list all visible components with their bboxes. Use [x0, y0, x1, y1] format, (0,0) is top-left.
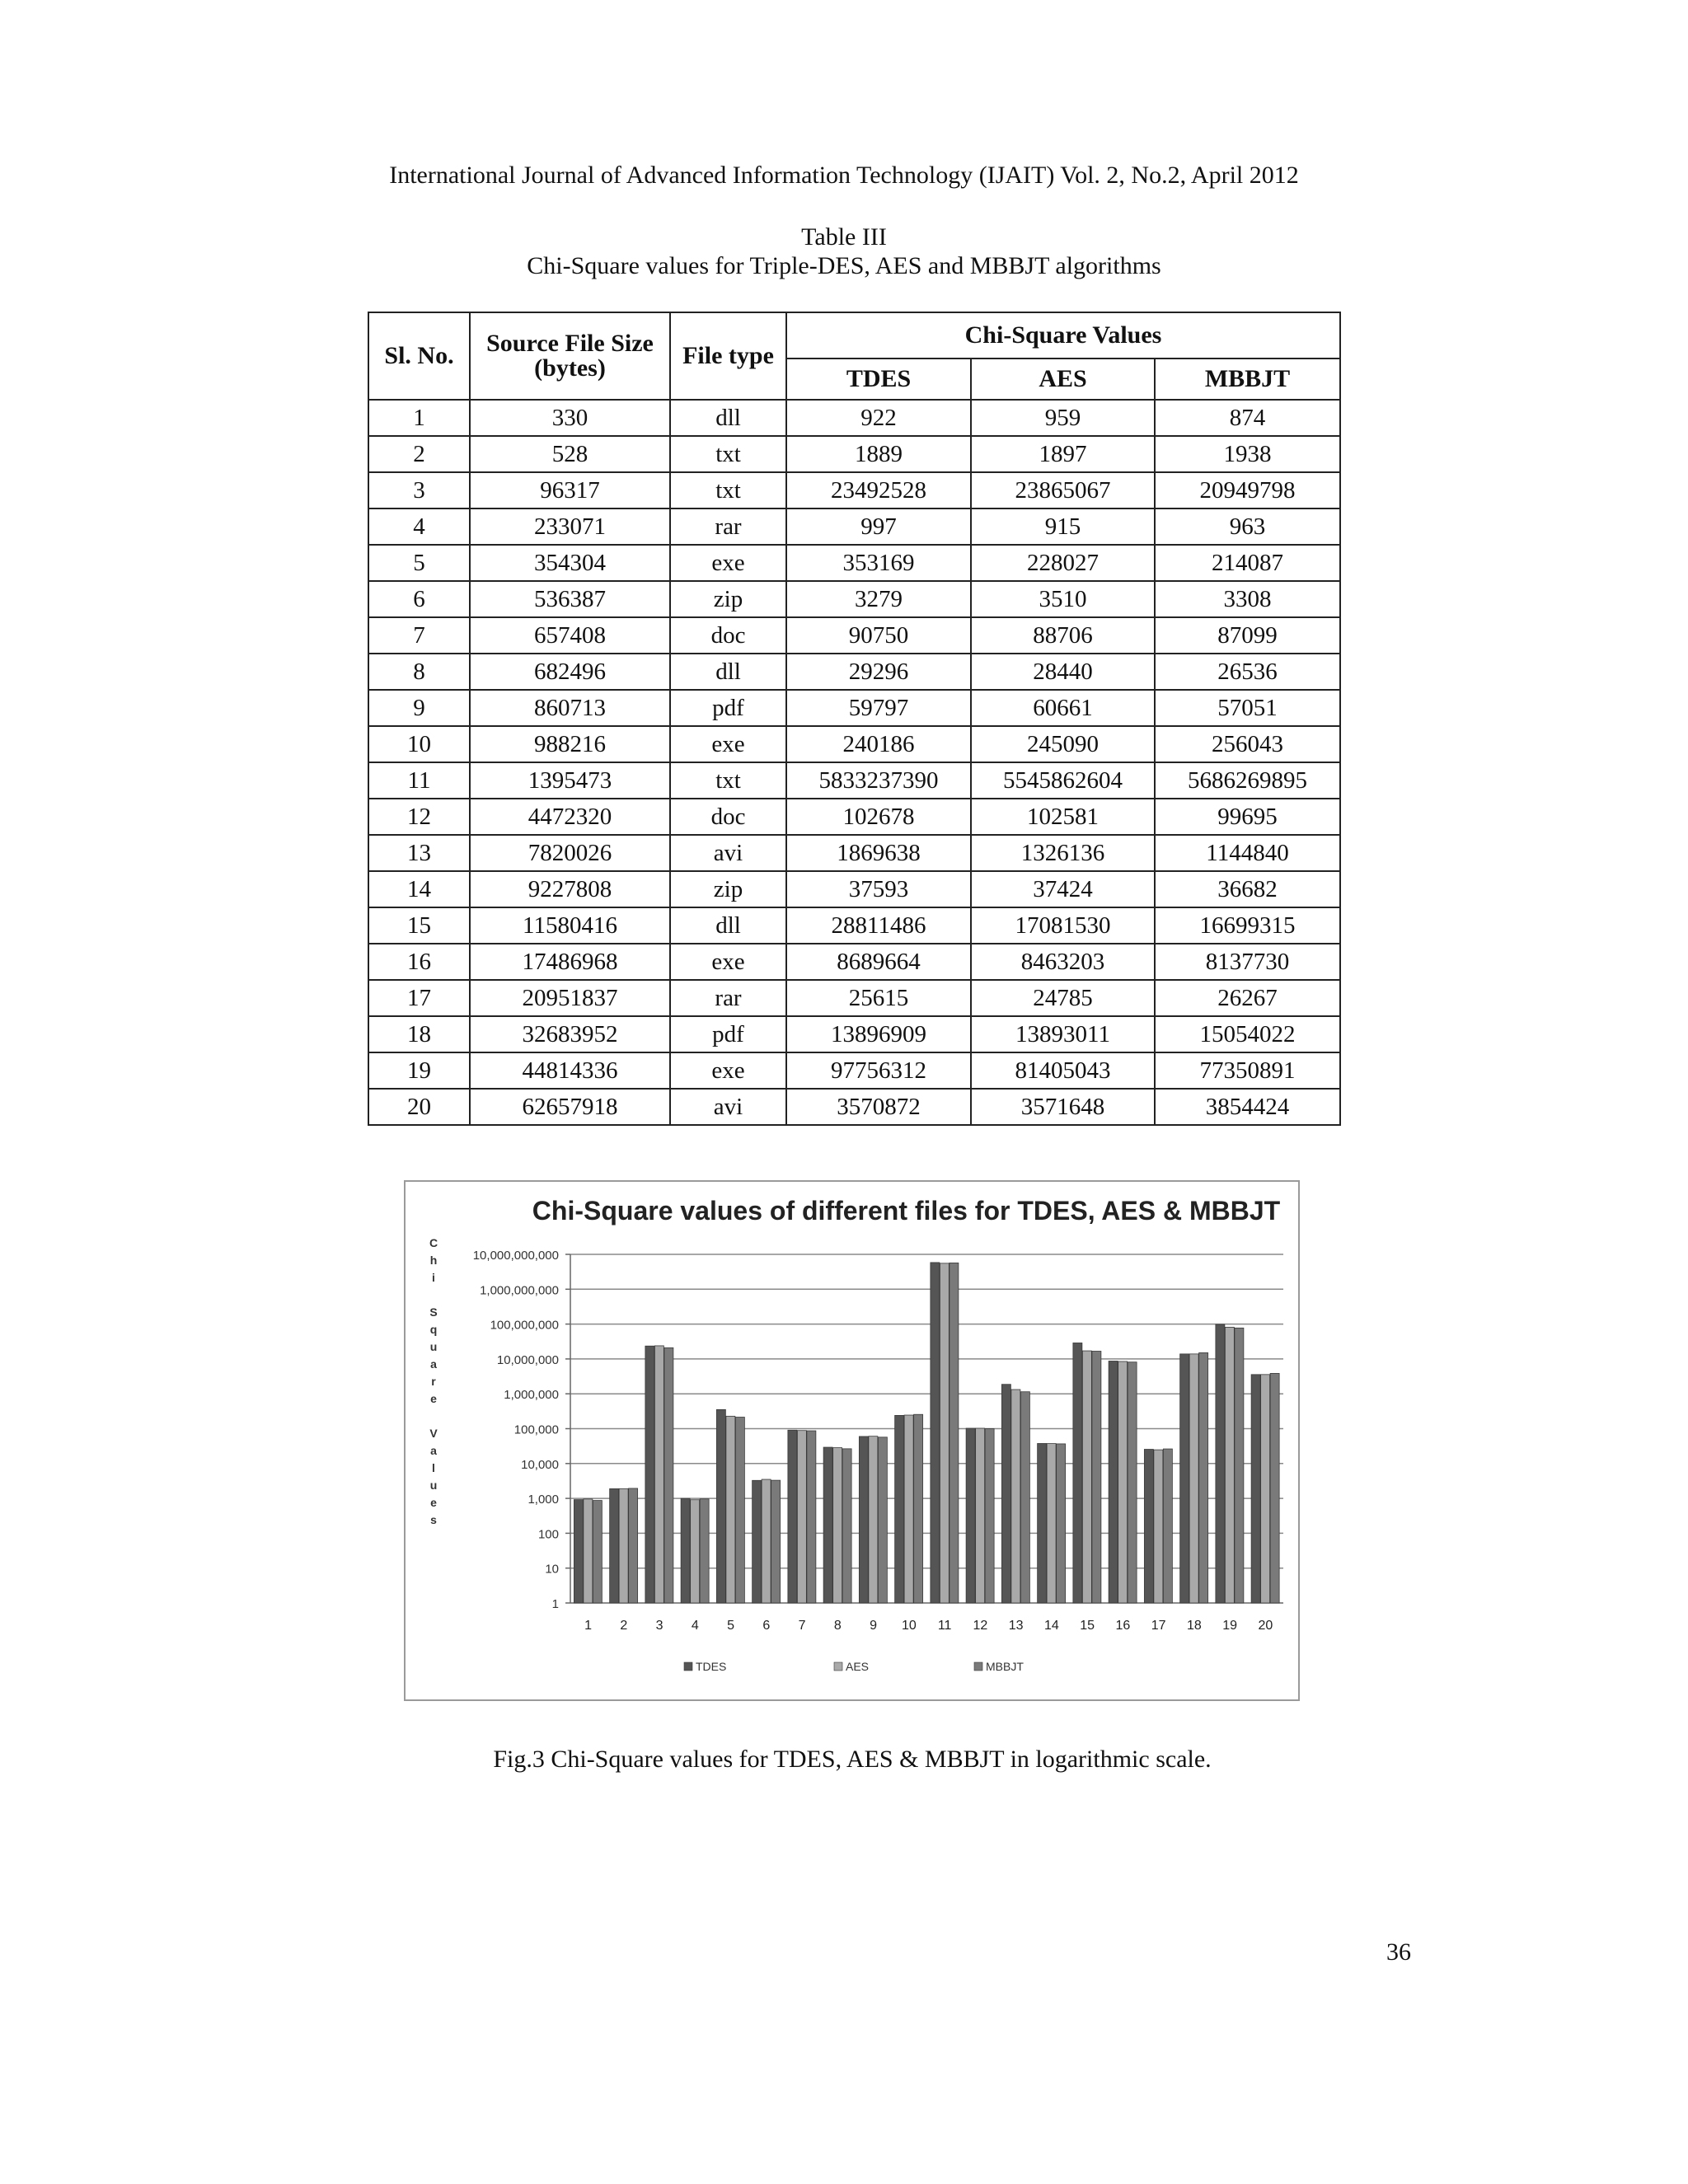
cell-tdes: 1889	[786, 436, 971, 472]
cell-aes: 102581	[971, 799, 1155, 835]
y-tick-label: 1,000,000,000	[480, 1283, 559, 1298]
bar-mbbjt	[1057, 1444, 1066, 1603]
x-tick-label: 9	[870, 1619, 878, 1633]
y-axis-label-letter: V	[429, 1427, 438, 1440]
journal-header: International Journal of Advanced Information Technology (IJAIT) Vol. 2, No.2, April 2012	[389, 162, 1299, 189]
cell-file-size: 354304	[470, 545, 670, 581]
cell-tdes: 997	[786, 509, 971, 545]
bar-mbbjt	[1092, 1351, 1101, 1603]
y-tick-label: 100	[537, 1527, 559, 1542]
cell-file-type: avi	[670, 835, 786, 871]
cell-sl-no: 15	[368, 907, 470, 944]
x-tick-label: 6	[762, 1619, 771, 1633]
cell-aes: 1897	[971, 436, 1155, 472]
table-row	[368, 835, 1340, 871]
cell-aes: 5545862604	[971, 762, 1155, 799]
bar-aes	[762, 1479, 771, 1603]
bar-aes	[1189, 1354, 1198, 1603]
y-axis-label	[429, 1236, 438, 1526]
cell-sl-no: 10	[368, 726, 470, 762]
cell-aes: 28440	[971, 654, 1155, 690]
bar-aes	[904, 1415, 913, 1603]
bar-aes	[654, 1346, 663, 1603]
cell-mbbjt: 26536	[1155, 654, 1340, 690]
table-row	[368, 617, 1340, 654]
cell-file-type: txt	[670, 436, 786, 472]
cell-mbbjt: 3308	[1155, 581, 1340, 617]
cell-file-type: txt	[670, 472, 786, 509]
x-tick-label: 11	[937, 1619, 952, 1633]
cell-file-type: dll	[670, 654, 786, 690]
bar-tdes	[1144, 1450, 1153, 1603]
cell-tdes: 1869638	[786, 835, 971, 871]
bar-tdes	[610, 1488, 619, 1603]
cell-sl-no: 12	[368, 799, 470, 835]
cell-mbbjt: 963	[1155, 509, 1340, 545]
chi-square-chart	[404, 1180, 1300, 1701]
cell-file-size: 20951837	[470, 980, 670, 1016]
cell-mbbjt: 16699315	[1155, 907, 1340, 944]
x-tick-label: 14	[1043, 1619, 1059, 1633]
table-row	[368, 944, 1340, 980]
cell-file-type: pdf	[670, 1016, 786, 1052]
bar-mbbjt	[1199, 1352, 1208, 1603]
cell-file-type: exe	[670, 545, 786, 581]
y-tick-label: 10,000,000,000	[472, 1249, 559, 1263]
cell-file-size: 233071	[470, 509, 670, 545]
bar-tdes	[574, 1500, 583, 1603]
y-axis-label-letter: e	[430, 1392, 437, 1405]
cell-tdes: 37593	[786, 871, 971, 907]
cell-aes: 23865067	[971, 472, 1155, 509]
bar-mbbjt	[735, 1418, 744, 1603]
bar-aes	[797, 1431, 806, 1603]
bar-mbbjt	[985, 1429, 994, 1603]
bar-aes	[1118, 1361, 1128, 1603]
bar-tdes	[1180, 1354, 1189, 1603]
cell-aes: 3571648	[971, 1089, 1155, 1125]
bar-aes	[619, 1488, 628, 1603]
bar-mbbjt	[1235, 1328, 1244, 1603]
x-tick-label: 2	[620, 1619, 628, 1633]
bar-aes	[1011, 1390, 1020, 1603]
cell-tdes: 3279	[786, 581, 971, 617]
cell-file-type: pdf	[670, 690, 786, 726]
bar-tdes	[1073, 1343, 1082, 1603]
bar-tdes	[645, 1346, 654, 1603]
bar-aes	[1225, 1327, 1234, 1603]
cell-file-type: exe	[670, 944, 786, 980]
header-source-file-size: Source File Size (bytes)	[470, 312, 670, 400]
cell-sl-no: 7	[368, 617, 470, 654]
y-axis-label-letter: l	[432, 1461, 435, 1474]
cell-aes: 37424	[971, 871, 1155, 907]
cell-sl-no: 16	[368, 944, 470, 980]
cell-file-size: 1395473	[470, 762, 670, 799]
cell-mbbjt: 3854424	[1155, 1089, 1340, 1125]
bar-mbbjt	[914, 1414, 923, 1603]
bar-tdes	[859, 1436, 868, 1603]
cell-mbbjt: 214087	[1155, 545, 1340, 581]
bar-tdes	[895, 1415, 904, 1603]
cell-tdes: 25615	[786, 980, 971, 1016]
bar-tdes	[788, 1430, 797, 1603]
table-body	[368, 400, 1340, 1125]
x-tick-label: 8	[833, 1619, 842, 1633]
table-caption-number: Table III	[801, 223, 887, 251]
cell-sl-no: 14	[368, 871, 470, 907]
cell-tdes: 90750	[786, 617, 971, 654]
cell-tdes: 8689664	[786, 944, 971, 980]
cell-tdes: 3570872	[786, 1089, 971, 1125]
cell-aes: 915	[971, 509, 1155, 545]
cell-aes: 959	[971, 400, 1155, 436]
bar-aes	[833, 1448, 842, 1603]
cell-file-size: 44814336	[470, 1052, 670, 1089]
bar-aes	[869, 1436, 878, 1603]
cell-tdes: 29296	[786, 654, 971, 690]
cell-sl-no: 2	[368, 436, 470, 472]
bar-tdes	[1038, 1443, 1047, 1603]
cell-aes: 24785	[971, 980, 1155, 1016]
y-tick-label: 1,000,000	[504, 1388, 559, 1403]
bar-tdes	[1109, 1361, 1118, 1603]
x-tick-label: 3	[655, 1619, 663, 1633]
y-axis-label-letter: a	[430, 1357, 437, 1371]
bar-tdes	[753, 1480, 762, 1603]
bar-mbbjt	[1128, 1362, 1137, 1603]
cell-file-size: 860713	[470, 690, 670, 726]
cell-mbbjt: 99695	[1155, 799, 1340, 835]
x-tick-label: 10	[901, 1619, 917, 1633]
table-row	[368, 654, 1340, 690]
cell-tdes: 353169	[786, 545, 971, 581]
cell-mbbjt: 256043	[1155, 726, 1340, 762]
bar-mbbjt	[1163, 1449, 1172, 1603]
cell-file-size: 682496	[470, 654, 670, 690]
cell-file-size: 9227808	[470, 871, 670, 907]
y-tick-label: 1,000	[528, 1493, 559, 1507]
bar-mbbjt	[842, 1449, 851, 1603]
cell-aes: 81405043	[971, 1052, 1155, 1089]
bar-mbbjt	[629, 1488, 638, 1603]
table-row	[368, 799, 1340, 835]
cell-file-type: txt	[670, 762, 786, 799]
bar-aes	[1047, 1444, 1056, 1603]
bar-mbbjt	[771, 1480, 781, 1603]
cell-sl-no: 18	[368, 1016, 470, 1052]
cell-mbbjt: 36682	[1155, 871, 1340, 907]
legend-label-mbbjt: MBBJT	[986, 1660, 1024, 1673]
cell-sl-no: 11	[368, 762, 470, 799]
cell-mbbjt: 87099	[1155, 617, 1340, 654]
table-row	[368, 436, 1340, 472]
chart-title: Chi-Square values of different files for TDES, AES & MBBJT	[532, 1196, 1281, 1226]
table-row	[368, 1052, 1340, 1089]
y-axis-label-letter: h	[429, 1254, 438, 1267]
bar-mbbjt	[878, 1437, 887, 1603]
table-row	[368, 871, 1340, 907]
x-tick-label: 15	[1080, 1619, 1095, 1633]
cell-sl-no: 8	[368, 654, 470, 690]
cell-mbbjt: 8137730	[1155, 944, 1340, 980]
cell-file-type: exe	[670, 1052, 786, 1089]
bar-aes	[1261, 1375, 1270, 1603]
bar-mbbjt	[950, 1263, 959, 1603]
x-tick-label: 5	[727, 1619, 735, 1633]
cell-file-type: zip	[670, 581, 786, 617]
bar-mbbjt	[700, 1499, 709, 1603]
y-axis-label-letter: a	[430, 1444, 437, 1457]
cell-mbbjt: 57051	[1155, 690, 1340, 726]
cell-file-size: 330	[470, 400, 670, 436]
bar-aes	[1082, 1351, 1091, 1603]
cell-file-size: 4472320	[470, 799, 670, 835]
y-tick-label: 10,000	[521, 1457, 559, 1472]
legend-label-aes: AES	[846, 1660, 870, 1673]
cell-tdes: 28811486	[786, 907, 971, 944]
cell-file-size: 32683952	[470, 1016, 670, 1052]
cell-sl-no: 20	[368, 1089, 470, 1125]
table-row	[368, 726, 1340, 762]
table-row	[368, 980, 1340, 1016]
cell-tdes: 102678	[786, 799, 971, 835]
cell-mbbjt: 26267	[1155, 980, 1340, 1016]
cell-aes: 88706	[971, 617, 1155, 654]
cell-aes: 3510	[971, 581, 1155, 617]
cell-tdes: 922	[786, 400, 971, 436]
cell-aes: 13893011	[971, 1016, 1155, 1052]
x-tick-label: 18	[1186, 1619, 1202, 1633]
cell-sl-no: 13	[368, 835, 470, 871]
y-tick-label: 100,000	[513, 1422, 559, 1437]
y-tick-label: 100,000,000	[490, 1318, 559, 1333]
header-file-type: File type	[670, 312, 786, 400]
cell-file-type: doc	[670, 799, 786, 835]
cell-aes: 8463203	[971, 944, 1155, 980]
x-tick-label: 17	[1151, 1619, 1166, 1633]
y-tick-label: 1	[551, 1597, 559, 1611]
bar-mbbjt	[664, 1347, 673, 1603]
cell-mbbjt: 5686269895	[1155, 762, 1340, 799]
cell-tdes: 13896909	[786, 1016, 971, 1052]
bar-aes	[584, 1499, 593, 1603]
page-number: 36	[1386, 1938, 1411, 1966]
cell-sl-no: 3	[368, 472, 470, 509]
bar-tdes	[681, 1498, 690, 1603]
x-tick-label: 16	[1115, 1619, 1131, 1633]
cell-file-type: rar	[670, 509, 786, 545]
legend-swatch-mbbjt	[974, 1662, 982, 1671]
cell-file-type: doc	[670, 617, 786, 654]
cell-mbbjt: 15054022	[1155, 1016, 1340, 1052]
cell-file-size: 11580416	[470, 907, 670, 944]
cell-mbbjt: 20949798	[1155, 472, 1340, 509]
x-tick-label: 7	[798, 1619, 806, 1633]
cell-file-type: avi	[670, 1089, 786, 1125]
cell-sl-no: 17	[368, 980, 470, 1016]
figure-caption: Fig.3 Chi-Square values for TDES, AES & MBBJT in logarithmic scale.	[493, 1746, 1212, 1773]
cell-tdes: 23492528	[786, 472, 971, 509]
legend-swatch-tdes	[684, 1662, 692, 1671]
header-chi-square-values: Chi-Square Values	[786, 312, 1340, 359]
y-axis-label-letter: u	[429, 1340, 438, 1353]
cell-file-type: zip	[670, 871, 786, 907]
y-axis-label-letter: r	[431, 1375, 436, 1388]
bar-mbbjt	[1020, 1392, 1029, 1603]
header-aes: AES	[971, 359, 1155, 400]
table-row	[368, 1089, 1340, 1125]
cell-tdes: 59797	[786, 690, 971, 726]
table-row	[368, 581, 1340, 617]
table-row	[368, 472, 1340, 509]
cell-sl-no: 19	[368, 1052, 470, 1089]
bar-aes	[726, 1416, 735, 1603]
header-tdes: TDES	[786, 359, 971, 400]
cell-file-size: 988216	[470, 726, 670, 762]
chart-canvas	[406, 1182, 1298, 1699]
y-axis-label-letter: q	[429, 1323, 438, 1336]
table-row	[368, 509, 1340, 545]
y-tick-label: 10,000,000	[496, 1352, 559, 1367]
bar-aes	[1154, 1450, 1163, 1603]
bar-aes	[691, 1500, 700, 1603]
y-axis-label-letter: s	[430, 1513, 437, 1526]
bar-mbbjt	[807, 1431, 816, 1603]
legend-label-tdes: TDES	[696, 1660, 727, 1673]
table-row	[368, 907, 1340, 944]
bar-tdes	[966, 1428, 975, 1603]
cell-mbbjt: 77350891	[1155, 1052, 1340, 1089]
cell-file-type: dll	[670, 400, 786, 436]
bar-mbbjt	[1270, 1373, 1279, 1603]
bar-aes	[976, 1428, 985, 1603]
table-caption-title: Chi-Square values for Triple-DES, AES and MBBJT algorithms	[527, 252, 1161, 279]
x-tick-label: 1	[584, 1619, 593, 1633]
cell-mbbjt: 874	[1155, 400, 1340, 436]
header-mbbjt: MBBJT	[1155, 359, 1340, 400]
cell-aes: 228027	[971, 545, 1155, 581]
cell-file-size: 17486968	[470, 944, 670, 980]
table-row	[368, 762, 1340, 799]
legend-swatch-aes	[834, 1662, 842, 1671]
cell-file-type: exe	[670, 726, 786, 762]
cell-file-size: 7820026	[470, 835, 670, 871]
cell-file-size: 536387	[470, 581, 670, 617]
table-row	[368, 690, 1340, 726]
cell-aes: 17081530	[971, 907, 1155, 944]
cell-mbbjt: 1144840	[1155, 835, 1340, 871]
y-axis-label-letter: C	[429, 1236, 438, 1249]
table-row	[368, 545, 1340, 581]
bar-tdes	[931, 1263, 940, 1603]
bar-tdes	[823, 1447, 832, 1603]
y-axis-label-letter: i	[432, 1271, 435, 1284]
bar-tdes	[716, 1409, 725, 1603]
cell-sl-no: 6	[368, 581, 470, 617]
cell-aes: 1326136	[971, 835, 1155, 871]
y-axis-label-letter: u	[429, 1479, 438, 1492]
cell-file-size: 62657918	[470, 1089, 670, 1125]
cell-sl-no: 9	[368, 690, 470, 726]
cell-tdes: 240186	[786, 726, 971, 762]
cell-mbbjt: 1938	[1155, 436, 1340, 472]
cell-file-size: 528	[470, 436, 670, 472]
cell-aes: 245090	[971, 726, 1155, 762]
chi-square-table	[368, 312, 1341, 1126]
bar-tdes	[1251, 1375, 1260, 1603]
header-sl-no: Sl. No.	[368, 312, 470, 400]
x-tick-label: 12	[973, 1619, 988, 1633]
cell-file-type: dll	[670, 907, 786, 944]
cell-aes: 60661	[971, 690, 1155, 726]
y-axis-label-letter: S	[429, 1305, 438, 1319]
cell-sl-no: 1	[368, 400, 470, 436]
cell-sl-no: 4	[368, 509, 470, 545]
cell-tdes: 5833237390	[786, 762, 971, 799]
x-tick-label: 19	[1222, 1619, 1238, 1633]
cell-file-type: rar	[670, 980, 786, 1016]
y-axis-label-letter: e	[430, 1496, 437, 1509]
cell-file-size: 96317	[470, 472, 670, 509]
table-row	[368, 400, 1340, 436]
bar-tdes	[1001, 1385, 1010, 1603]
x-tick-label: 20	[1258, 1619, 1273, 1633]
cell-sl-no: 5	[368, 545, 470, 581]
x-tick-label: 13	[1008, 1619, 1024, 1633]
bar-aes	[940, 1263, 949, 1603]
cell-file-size: 657408	[470, 617, 670, 654]
table-row	[368, 1016, 1340, 1052]
y-tick-label: 10	[545, 1562, 559, 1577]
x-tick-label: 4	[691, 1619, 699, 1633]
bar-mbbjt	[593, 1501, 602, 1603]
cell-tdes: 97756312	[786, 1052, 971, 1089]
bar-tdes	[1216, 1324, 1225, 1603]
